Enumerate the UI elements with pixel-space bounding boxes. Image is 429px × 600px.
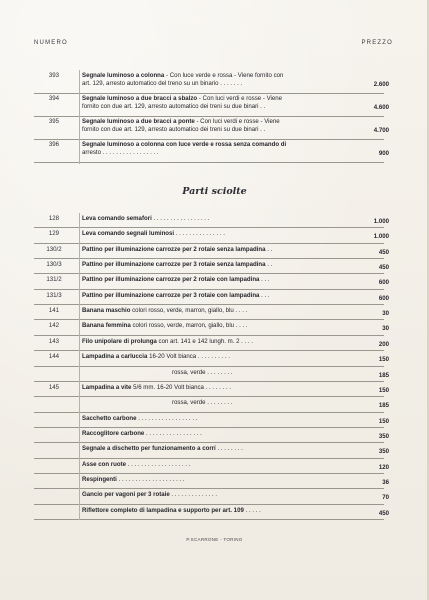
item-price: 30 (382, 310, 389, 318)
item-description (82, 353, 354, 361)
item-detail: . . . . . . . . . . . . . . (169, 491, 218, 499)
catalog-row (0, 228, 429, 243)
item-description (82, 384, 354, 392)
item-name: Sacchetto carbone (82, 414, 137, 422)
item-price: 150 (378, 356, 389, 364)
column-divider (79, 70, 80, 164)
item-detail: . . . . . . . . . . . . . . . . . . . (126, 460, 191, 468)
catalog-row (0, 118, 429, 141)
item-price: 900 (378, 150, 389, 157)
item-number: 142 (48, 322, 60, 330)
catalog-row (0, 290, 429, 305)
item-number: 143 (48, 337, 60, 345)
item-number: 131/3 (46, 291, 62, 299)
item-description (172, 369, 429, 377)
catalog-row (0, 213, 429, 228)
catalog-row (0, 351, 429, 366)
item-price: 70 (382, 494, 389, 502)
item-price: 450 (378, 264, 389, 272)
item-price: 185 (378, 402, 389, 410)
catalog-row (0, 459, 429, 474)
item-description-line (82, 118, 354, 126)
item-description-line (82, 141, 354, 149)
column-divider (79, 213, 80, 520)
item-name: Segnale luminoso a colonna (82, 72, 165, 79)
catalog-row (0, 259, 429, 274)
item-description (82, 322, 354, 330)
row-divider (34, 116, 384, 117)
item-price: 350 (378, 432, 389, 440)
column-header-numero: NUMERO (34, 40, 68, 46)
item-description (82, 261, 354, 269)
item-detail: - Con luci verdi e rosse - Viene (197, 95, 283, 102)
item-description (82, 338, 354, 346)
item-detail: colori rosso, verde, marron, giallo, blu . . . . (130, 322, 248, 330)
catalog-row (0, 141, 429, 164)
item-name: Lampadina a carluccia (82, 353, 148, 361)
item-description-line (82, 126, 354, 134)
item-name: Filo unipolare di prolunga (82, 337, 157, 345)
item-price: 1.000 (373, 233, 389, 241)
item-detail: art. 129, arresto automatico del treno su un binario . . . . . . . (82, 80, 243, 88)
item-number: 131/2 (46, 276, 62, 284)
item-description-line (82, 103, 354, 111)
item-detail: rossa, verde . . . . . . . . (172, 399, 233, 407)
item-name: Banana femmina (82, 322, 131, 330)
item-number: 395 (48, 118, 60, 125)
item-detail: . . . . . . . . . . . . . . . . . . (136, 414, 198, 422)
item-price: 1.000 (373, 218, 389, 225)
printer-footer: P.SCARRONE - TORINO (186, 537, 243, 542)
item-detail: . . . . . . . . . . . . . . . . . (151, 215, 210, 222)
item-number: 129 (48, 230, 60, 238)
item-price: 600 (378, 294, 389, 302)
item-detail: - Con luce verde e rossa - Viene fornito con (164, 72, 284, 79)
catalog-row (0, 72, 429, 95)
item-description (82, 215, 354, 223)
item-name: Banana maschio (82, 307, 131, 315)
item-detail: . . . . . . . . (215, 445, 243, 453)
item-number: 144 (48, 353, 60, 361)
item-detail: . . . . . . . . . . . . . . . . . . . . (116, 475, 185, 483)
item-price: 2.600 (373, 81, 389, 88)
item-name: Pattino per illuminazione carrozze per 3 rotaie con lampadina (82, 291, 260, 299)
item-name: Leva comando semafori (82, 215, 152, 222)
item-description (82, 246, 354, 254)
catalog-row (0, 320, 429, 335)
item-name: Segnale a dischetto per funzionamento a corrí (82, 445, 216, 453)
item-description (172, 399, 429, 407)
item-price: 200 (378, 340, 389, 348)
row-divider (34, 519, 384, 520)
item-description (82, 430, 354, 438)
item-price: 120 (378, 463, 389, 471)
item-description (82, 276, 354, 284)
row-divider (34, 139, 384, 140)
item-price: 450 (378, 509, 389, 517)
catalog-row (0, 336, 429, 351)
catalog-row (0, 367, 429, 382)
catalog-row (0, 382, 429, 397)
item-description (82, 445, 354, 453)
item-number: 393 (48, 72, 60, 79)
item-name: Respingenti (82, 475, 117, 483)
item-price: 4.700 (373, 127, 389, 134)
item-price: 185 (378, 371, 389, 379)
item-name: Pattino per illuminazione carrozze per 2 rotaie senza lampadina (82, 245, 266, 253)
item-description (82, 307, 354, 315)
item-description-line (82, 80, 354, 88)
item-detail: - Con luci verdi e rosse - Viene (194, 118, 280, 125)
catalog-row (0, 428, 429, 443)
item-number: 145 (48, 383, 60, 391)
item-detail: . . . . . (243, 506, 261, 514)
item-description (82, 476, 354, 484)
item-description-line (82, 149, 354, 157)
item-price: 36 (382, 478, 389, 486)
item-name: Gancio per vagoni per 3 rotaie (82, 491, 170, 499)
item-name: Pattino per illuminazione carrozze per 2 rotaie con lampadina (82, 276, 260, 284)
item-number: 141 (48, 307, 60, 315)
item-detail: 5/6 mm. 16-20 Volt bianca . . . . . . . . (131, 383, 232, 391)
item-detail: arresto . . . . . . . . . . . . . . . . . (82, 149, 159, 157)
item-description-line (82, 95, 354, 103)
catalog-row (0, 95, 429, 118)
item-description (82, 491, 354, 499)
column-header-prezzo: PREZZO (361, 40, 393, 46)
item-detail: . . (265, 261, 273, 269)
item-name: Raccoglitore carbone (82, 429, 145, 437)
item-price: 150 (378, 386, 389, 394)
item-number: 130/3 (46, 261, 62, 269)
catalog-row (0, 505, 429, 520)
catalog-row (0, 474, 429, 489)
item-detail: 16-20 Volt bianca . . . . . . . . . . (147, 353, 231, 361)
item-detail: . . . (259, 291, 270, 299)
item-detail: con art. 141 e 142 lungh. m. 2 . . . . (156, 337, 254, 345)
item-price: 4.600 (373, 104, 389, 111)
catalog-row (0, 305, 429, 320)
catalog-row (0, 489, 429, 504)
catalog-row (0, 274, 429, 289)
item-description (82, 230, 354, 238)
item-name: Asse con ruote (82, 460, 127, 468)
item-detail: fornito con due art. 129, arresto automatico dei treni su due binari . . (82, 103, 266, 111)
item-price: 30 (382, 325, 389, 333)
catalog-row (0, 413, 429, 428)
item-description (82, 507, 354, 515)
item-name: Leva comando segnali luminosi (82, 230, 175, 238)
section-title: Parti sciolte (182, 186, 247, 197)
catalog-row (0, 244, 429, 259)
item-name: Segnale luminoso a due bracci a ponte (82, 118, 195, 125)
item-price: 450 (378, 248, 389, 256)
item-name: Lampadina a vite (82, 383, 132, 391)
item-number: 396 (48, 141, 60, 148)
catalog-row (0, 443, 429, 458)
item-number: 128 (48, 215, 60, 222)
item-description (82, 461, 354, 469)
item-price: 350 (378, 448, 389, 456)
item-price: 600 (378, 279, 389, 287)
row-divider (34, 93, 384, 94)
item-detail: . . . . . . . . . . . . . . . . . (144, 429, 202, 437)
item-name: Segnale luminoso a colonna con luce verde e rossa senza comando di (82, 141, 287, 148)
item-description (82, 292, 354, 300)
item-price: 150 (378, 417, 389, 425)
item-detail: rossa, verde . . . . . . . . (172, 368, 233, 376)
item-number: 130/2 (46, 245, 62, 253)
item-detail: . . (265, 245, 273, 253)
item-description-line (82, 72, 354, 80)
row-divider (34, 162, 384, 163)
item-name: Riflettore completo di lampadina e supporto per art. 109 (82, 506, 244, 514)
catalog-row (0, 397, 429, 412)
item-detail: colori rosso, verde, marron, giallo, blu . . . . (130, 307, 248, 315)
item-detail: fornito con due art. 129, arresto automatico dei treni su due binari . . (82, 126, 266, 134)
item-description (82, 415, 354, 423)
item-detail: . . . . . . . . . . . . . . . (174, 230, 225, 238)
item-name: Segnale luminoso a due bracci a sbalzo (82, 95, 198, 102)
item-number: 394 (48, 95, 60, 102)
item-name: Pattino per illuminazione carrozze per 3 rotaie senza lampadina (82, 261, 266, 269)
item-detail: . . . (259, 276, 270, 284)
